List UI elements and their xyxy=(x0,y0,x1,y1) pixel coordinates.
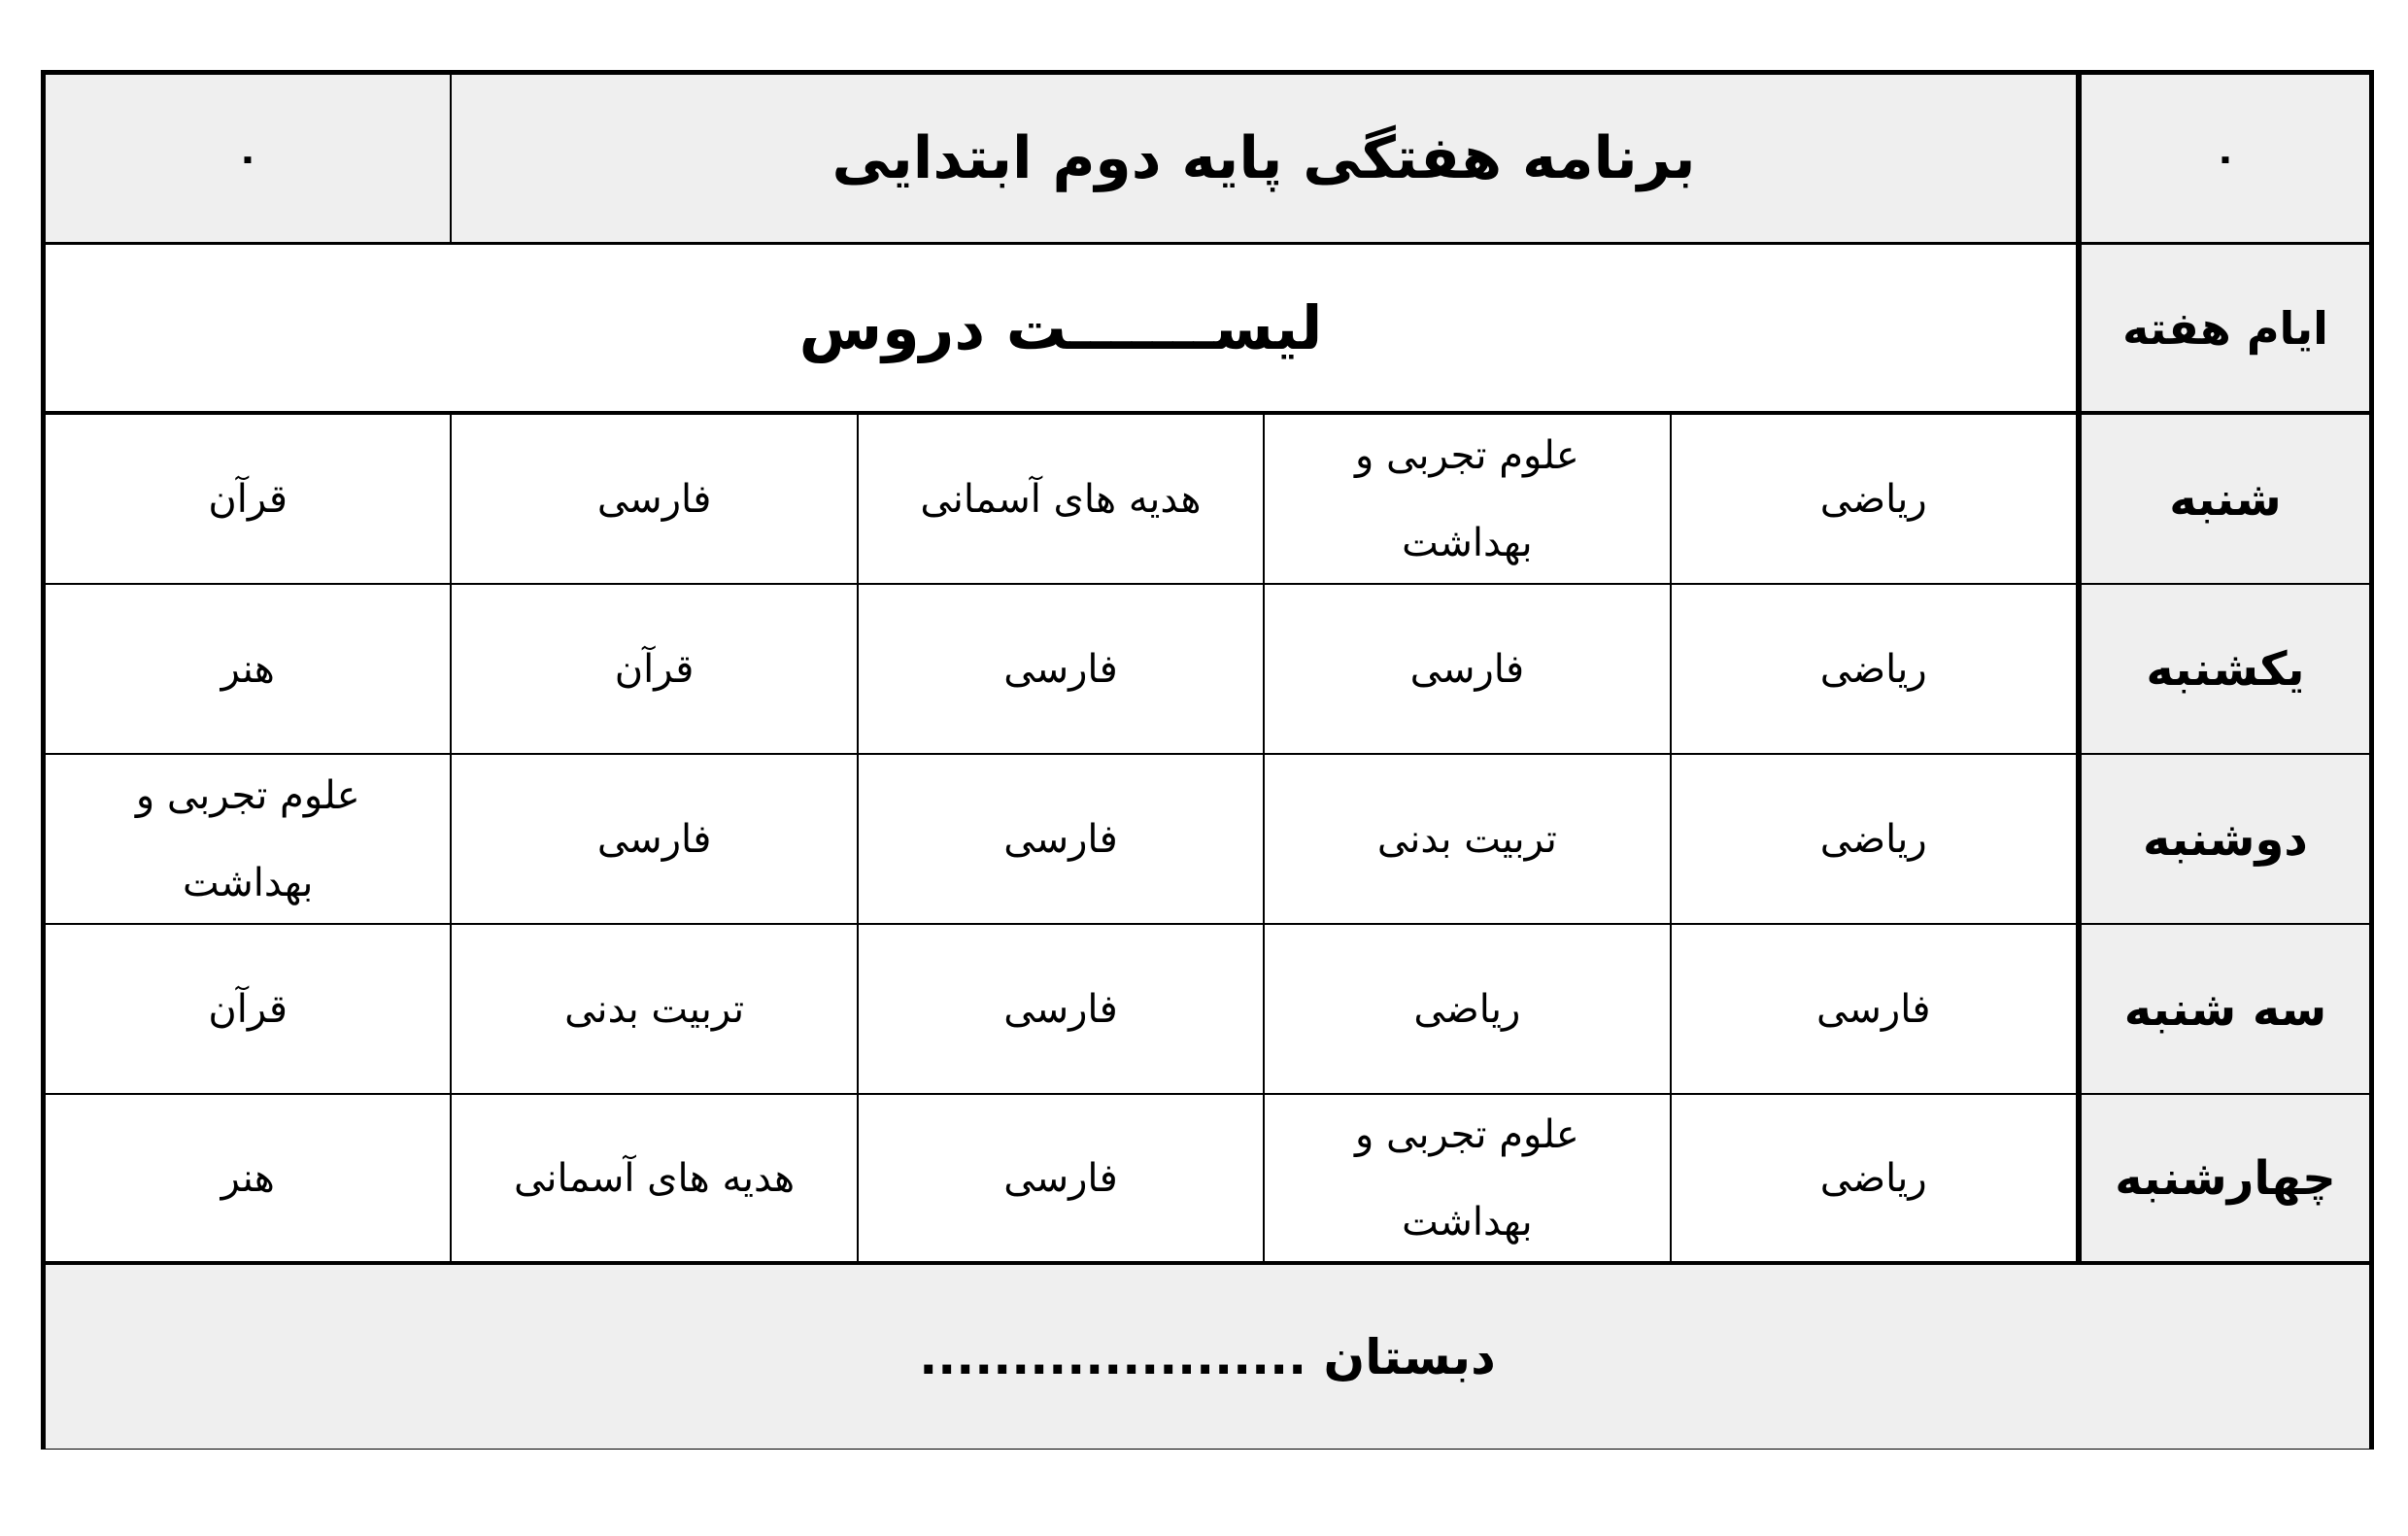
subject-label: هدیه های آسمانی xyxy=(514,1155,796,1201)
header-title-cell xyxy=(452,75,2078,242)
subject-cell xyxy=(1672,755,2078,923)
subject-cell xyxy=(859,755,1265,923)
subject-label: علوم تجربی و بهداشت xyxy=(1354,1111,1579,1245)
subject-label: فارسی xyxy=(1003,816,1118,862)
subject-cell xyxy=(1265,755,1671,923)
day-cell xyxy=(2078,1095,2369,1261)
day-label: یکشنبه xyxy=(2146,641,2305,697)
school-name-cell xyxy=(46,1265,2369,1449)
subject-label: تربیت بدنی xyxy=(564,986,745,1032)
header-left-number: ۰ xyxy=(235,136,260,181)
subject-cell xyxy=(859,925,1265,1093)
subject-label: ریاضی xyxy=(1819,646,1927,692)
header-left-number-cell xyxy=(46,75,452,242)
subject-cell xyxy=(859,585,1265,753)
days-heading-cell xyxy=(2078,245,2369,411)
subject-label: قرآن xyxy=(614,646,695,692)
subject-label: هنر xyxy=(220,646,275,692)
subject-label: ریاضی xyxy=(1819,476,1927,522)
subject-label: قرآن xyxy=(208,476,288,522)
table-row xyxy=(46,925,2369,1095)
subject-label: فارسی xyxy=(596,476,712,522)
subject-label: هنر xyxy=(220,1155,275,1201)
subject-cell xyxy=(46,1095,452,1261)
day-cell xyxy=(2078,925,2369,1093)
subheader-row xyxy=(46,245,2369,415)
table-row xyxy=(46,1095,2369,1265)
subject-cell xyxy=(452,1095,858,1261)
subject-label: فارسی xyxy=(1409,646,1525,692)
day-label: دوشنبه xyxy=(2142,811,2308,867)
table-row xyxy=(46,755,2369,925)
school-name-label: دبستان ..................... xyxy=(919,1328,1496,1385)
header-right-number-cell xyxy=(2078,75,2369,242)
subject-label: فارسی xyxy=(1003,1155,1118,1201)
subject-label: قرآن xyxy=(208,986,288,1032)
day-cell xyxy=(2078,755,2369,923)
weekly-schedule-table xyxy=(41,70,2374,1450)
subject-label: فارسی xyxy=(1003,646,1118,692)
subject-cell xyxy=(1672,925,2078,1093)
subject-label: علوم تجربی و بهداشت xyxy=(1354,432,1579,565)
subject-label: ریاضی xyxy=(1819,1155,1927,1201)
page-title: برنامه هفتگی پایه دوم ابتدایی xyxy=(831,124,1696,192)
footer-row xyxy=(46,1265,2369,1449)
subject-cell xyxy=(46,415,452,583)
subject-label: هدیه های آسمانی xyxy=(920,476,1202,522)
subject-cell xyxy=(452,415,858,583)
subject-cell xyxy=(452,585,858,753)
day-label: چهارشنبه xyxy=(2115,1150,2336,1206)
subject-label: فارسی xyxy=(596,816,712,862)
subject-cell xyxy=(46,585,452,753)
day-label: سه شنبه xyxy=(2123,981,2327,1037)
header-right-number: ۰ xyxy=(2213,136,2238,181)
subject-label: تربیت بدنی xyxy=(1376,816,1557,862)
courses-heading: لیســـــــت دروس xyxy=(798,292,1323,363)
subject-cell xyxy=(46,925,452,1093)
table-row xyxy=(46,585,2369,755)
subject-cell xyxy=(1672,1095,2078,1261)
subject-cell xyxy=(1672,585,2078,753)
day-cell xyxy=(2078,415,2369,583)
subject-label: ریاضی xyxy=(1413,986,1521,1032)
subject-cell xyxy=(1672,415,2078,583)
subject-label: ریاضی xyxy=(1819,816,1927,862)
subject-cell xyxy=(1265,415,1671,583)
table-row xyxy=(46,415,2369,585)
day-cell xyxy=(2078,585,2369,753)
subject-label: علوم تجربی و بهداشت xyxy=(135,772,360,905)
day-label: شنبه xyxy=(2169,471,2282,527)
subject-cell xyxy=(1265,1095,1671,1261)
header-row xyxy=(46,75,2369,245)
subject-cell xyxy=(1265,925,1671,1093)
courses-heading-cell xyxy=(46,245,2078,411)
subject-cell xyxy=(859,1095,1265,1261)
subject-label: فارسی xyxy=(1003,986,1118,1032)
subject-cell xyxy=(859,415,1265,583)
subject-label: فارسی xyxy=(1816,986,1931,1032)
days-heading: ایام هفته xyxy=(2122,301,2328,355)
subject-cell xyxy=(452,925,858,1093)
subject-cell xyxy=(1265,585,1671,753)
subject-cell xyxy=(452,755,858,923)
subject-cell xyxy=(46,755,452,923)
